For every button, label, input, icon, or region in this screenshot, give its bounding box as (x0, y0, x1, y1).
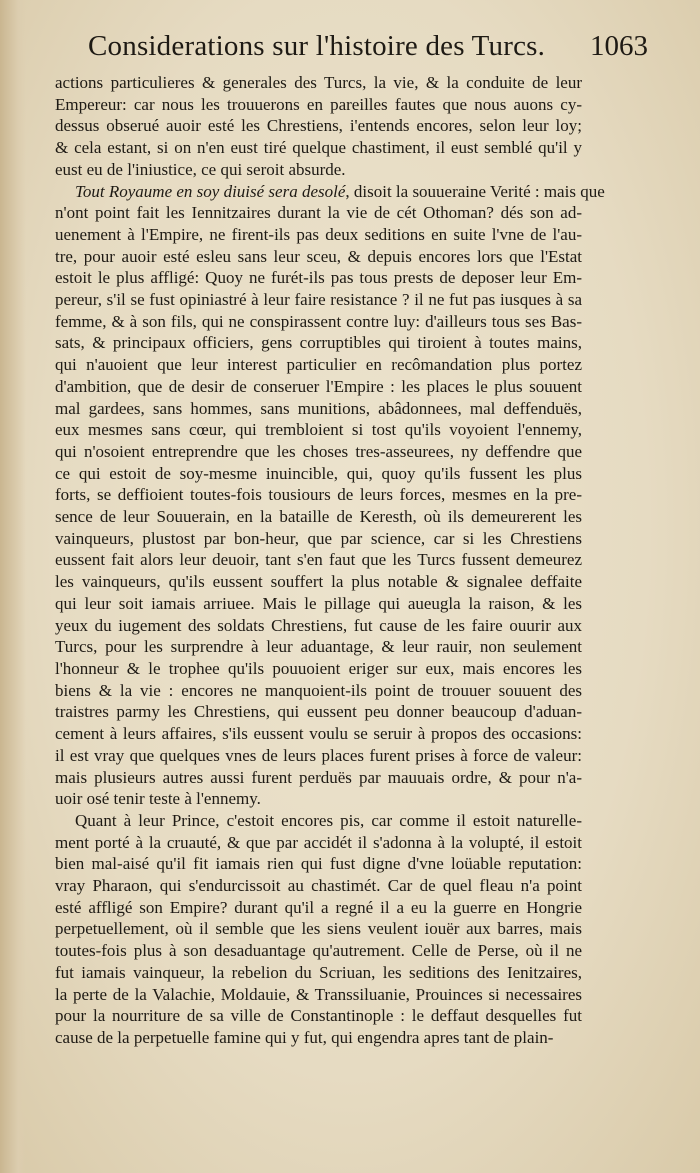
text-line: fut iamais vainqueur, la rebelion du Scriuan, les seditions des Ienitzaires, (55, 962, 582, 982)
text-line: uenement à l'Empire, ne firent-ils pas deux seditions en suite l'vne de l'au- (55, 224, 582, 244)
paragraph (55, 72, 582, 181)
text-line: qui n'osoient entreprendre que les choses tres-asseurees, ny deffendre que (55, 441, 582, 461)
text-line: pour la nourriture de sa ville de Constantinople : le deffaut desquelles fut (55, 1006, 582, 1026)
text-line: actions particulieres & generales des Turcs, la vie, & la conduite de leur (55, 73, 582, 92)
text-line: il est vray que quelques vnes de leurs places furent prises à force de valeur: (55, 745, 582, 765)
text-line: vainqueurs, plustost par bon-heur, que par science, car si les Chrestiens (55, 528, 582, 548)
text-line: sats, & principaux officiers, gens corruptibles qui tiroient à toutes mains, (55, 333, 582, 353)
text-line: yeux du iugement des soldats Chrestiens, fut cause de les faire ouurir aux (55, 615, 582, 635)
text-line: & cela estant, si on n'en eust tiré quelque chastiment, il eust semblé qu'il y (55, 138, 582, 158)
text-line: qui leur soit iamais arriuee. Mais le pillage qui aueugla la raison, & les (55, 593, 582, 613)
text-line: n'ont point fait les Iennitzaires durant la vie de cét Othoman? dés son ad- (55, 203, 582, 223)
text-line: estoit le plus affligé: Quoy ne furét-ils pas tous prests de deposer leur Em- (55, 268, 582, 288)
page-number: 1063 (590, 30, 648, 62)
text-line: d'ambition, que de desir de conseruer l'Empire : les places le plus souuent (55, 376, 582, 396)
text-line: les vainqueurs, qu'ils eussent souffert la plus notable & signalee deffaite (55, 572, 582, 592)
text-line: l'honneur & le trophee qu'ils pouuoient eriger sur eux, mais encores les (55, 658, 582, 678)
text-line: perpetuellement, où il semble que les siens veulent iouër aux barres, mais (55, 919, 582, 939)
text-line: la perte de la Valachie, Moldauie, & Transsiluanie, Prouinces si necessaires (55, 984, 582, 1004)
text-line: uoir osé tenir teste à l'ennemy. (55, 789, 261, 809)
text-line: dessus obserué auoir esté les Chrestiens, i'entends encores, selon leur loy; (55, 116, 582, 136)
text-line: ment porté à la cruauté, & que par accidét il s'adonna à la volupté, il estoit (55, 832, 582, 852)
paragraph (55, 181, 605, 810)
text-line: femme, & à son fils, qui ne conspirassent contre luy: d'ailleurs tous ses Bas- (55, 311, 582, 331)
text-line: eussent fait alors leur deuoir, tant s'en faut que les Turcs fussent demeurez (55, 550, 582, 570)
text-line: eust eu de l'iniustice, ce qui seroit absurde. (55, 159, 346, 179)
text-line: mais plusieurs autres aussi furent perduës par mauuais ordre, & pour n'a- (55, 767, 582, 787)
text-line: Empereur: car nous les trouuerons en pareilles fautes que nous auons cy- (55, 94, 582, 114)
text-line: toutes-fois plus à son desaduantage qu'autrement. Celle de Perse, où il ne (55, 941, 582, 961)
page-header (88, 30, 648, 70)
text-line: cement à leurs affaires, s'ils eussent voulu se seruir à propos des occasions: (55, 724, 582, 744)
running-title: Considerations sur l'histoire des Turcs. (88, 30, 546, 62)
text-line: forts, se deffioient toutes-fois tousiours de leurs forces, mesmes en la pre- (55, 485, 582, 505)
text-line: Tout Royaume en soy diuisé sera desolé, disoit la souueraine Verité : mais que (75, 181, 605, 201)
text-line: pereur, s'il se fust opiniastré à leur faire resistance ? il ne fut pas iusques à sa (55, 290, 582, 310)
text-line: vray Pharaon, qui s'endurcissoit au chastimét. Car de quel fleau n'a point (55, 876, 582, 896)
text-line: tre, pour auoir esté esleu sans leur sceu, & depuis encores lors que l'Estat (55, 246, 582, 266)
text-line: eux mesmes sans cœur, qui trembloient si tost qu'ils voyoient l'ennemy, (55, 420, 582, 440)
text-line: Turcs, pour les surprendre à leur aduantage, & leur rauir, non seulement (55, 637, 582, 657)
text-line: ce qui estoit de soy-mesme inuincible, qui, quoy qu'ils fussent les plus (55, 463, 582, 483)
body-text (55, 72, 605, 1049)
text-line: esté affligé son Empire? durant qu'il a regné il a eu la guerre en Hongrie (55, 897, 582, 917)
paragraph (55, 810, 582, 1049)
text-line: traistres parmy les Chrestiens, qui eussent peu donner beaucoup d'aduan- (55, 702, 582, 722)
text-line: sence de leur Souuerain, en la bataille de Keresth, où ils demeurerent les (55, 507, 582, 527)
text-line: Quant à leur Prince, c'estoit encores pis, car comme il estoit naturelle- (75, 810, 582, 830)
text-line: qui n'auoient que leur interest particulier en recômandation plus portez (55, 355, 582, 375)
text-line: bien mal-aisé qu'il fit iamais rien qui fust digne d'vne loüable reputation: (55, 854, 582, 874)
text-line: cause de la perpetuelle famine qui y fut, qui engendra apres tant de plain- (55, 1027, 554, 1047)
text-line: mal gardees, sans hommes, sans munitions, abâdonnees, mal deffenduës, (55, 398, 582, 418)
page-gutter-shadow (0, 0, 26, 1173)
text-line: biens & la vie : encores ne manquoient-ils point de trouuer souuent des (55, 680, 582, 700)
